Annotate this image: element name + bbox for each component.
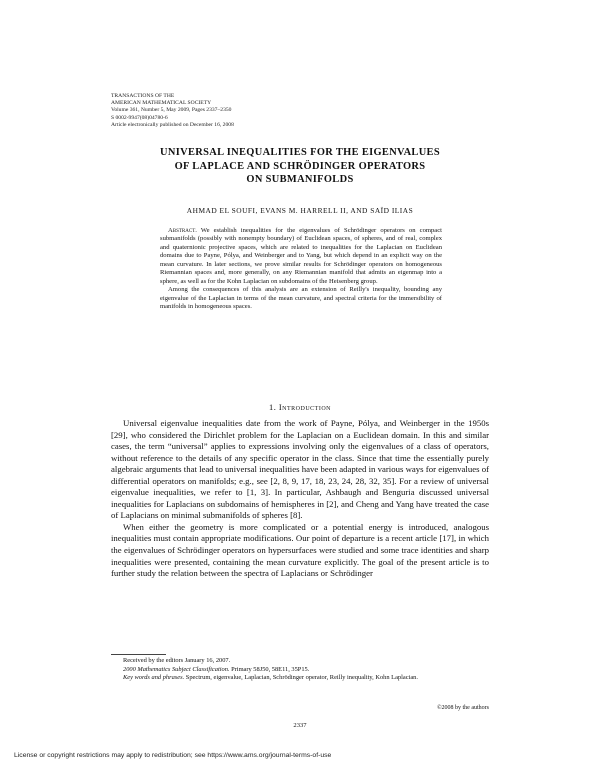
volume-info: Volume 361, Number 5, May 2009, Pages 2337–2350 bbox=[111, 107, 232, 114]
journal-name-line2: AMERICAN MATHEMATICAL SOCIETY bbox=[111, 100, 212, 107]
section-title: Introduction bbox=[278, 403, 331, 412]
received-date: Received by the editors January 16, 2007. bbox=[123, 657, 231, 664]
copyright-notice: ©2008 by the authors bbox=[436, 705, 489, 711]
abstract bbox=[160, 227, 442, 312]
issn: S 0002-9947(08)04780-6 bbox=[111, 114, 168, 121]
abstract-text-1: We establish inequalities for the eigenvalues of Schrödinger operators on compact submanifolds (possibly with nonempty boundary) of Euclidean spaces, of spheres, and of real, complex and quaternionic projective spaces, which are related to inequalities for the Laplacian on Euclidean domains due to Payne, Pólya, and Weinberger and to Yang, but which depend in an explicit way on the mean curvature. In later sections, we prove similar results for Schrödinger operators on homogeneous Riemannian spaces and, more generally, on any Riemannian manifold that admits an eigenmap into a sphere, as well as for the Kohn Laplacian on subdomains of the Heisenberg group. bbox=[160, 227, 442, 285]
paper-title bbox=[100, 146, 500, 187]
title-line1: UNIVERSAL INEQUALITIES FOR THE EIGENVALUES bbox=[160, 147, 440, 158]
abstract-paragraph-2: Among the consequences of this analysis are an extension of Reilly's inequality, bounding any eigenvalue of the Laplacian in terms of the mean curvature, and spectral criteria for the immersibility of manifolds in homogeneous spaces. bbox=[160, 286, 442, 311]
section-number: 1. bbox=[269, 403, 277, 412]
title-line2: OF LAPLACE AND SCHRÖDINGER OPERATORS bbox=[174, 160, 426, 172]
journal-header bbox=[111, 93, 411, 129]
license-notice: License or copyright restrictions may apply to redistribution; see https://www.ams.org/journal-terms-of-use bbox=[14, 752, 332, 759]
msc-classification bbox=[111, 666, 489, 675]
msc-label: 2000 Mathematics Subject Classification. bbox=[123, 665, 230, 673]
footnotes bbox=[111, 657, 489, 683]
keywords-label: Key words and phrases. bbox=[123, 674, 185, 682]
body-paragraph-2: When either the geometry is more complicated or a potential energy is introduced, analogous inequalities must contain appropriate modifications. Our point of departure is a recent article [17], in which the eigenvalues of Schrödinger operators on hypersurfaces were studied and some trace identities and sharp inequalities were presented, containing the mean curvature explicitly. The goal of the present article is to further study the relation between the spectra of Laplacians or Schrödinger bbox=[111, 521, 489, 579]
title-line3: ON SUBMANIFOLDS bbox=[246, 174, 354, 185]
section-heading bbox=[100, 403, 500, 412]
keywords bbox=[111, 674, 489, 683]
msc-value: Primary 58J50, 58E11, 35P15. bbox=[231, 665, 310, 673]
abstract-paragraph-1 bbox=[160, 227, 442, 286]
keywords-value: Spectrum, eigenvalue, Laplacian, Schrödinger operator, Reilly inequality, Kohn Laplacian. bbox=[185, 674, 418, 682]
body-paragraph-1: Universal eigenvalue inequalities date from the work of Payne, Pólya, and Weinberger in the 1950s [29], who considered the Dirichlet problem for the Laplacian on a Euclidean domain. In this and similar cases, the term “universal” applies to expressions involving only the eigenvalues of a class of operators, without reference to the details of any specific operator in the class. Since that time the essentially purely algebraic arguments that lead to universal inequalities have been adapted in various ways for eigenvalues of differential operators on manifolds; e.g., see [2, 8, 9, 17, 18, 23, 24, 28, 32, 35]. For a review of universal eigenvalue inequalities, we refer to [1, 3]. In particular, Ashbaugh and Benguria discussed universal inequalities for Laplacians on subdomains of hemispheres in [2], and Cheng and Yang have treated the case of Laplacians on minimal submanifolds of spheres [8]. bbox=[111, 418, 489, 521]
journal-name-line1: TRANSACTIONS OF THE bbox=[111, 93, 175, 99]
abstract-label: Abstract. bbox=[168, 227, 197, 234]
publication-date: Article electronically published on December 16, 2008 bbox=[111, 121, 234, 128]
footnote-divider bbox=[111, 654, 166, 655]
author-list: AHMAD EL SOUFI, EVANS M. HARRELL II, AND SAÏD ILIAS bbox=[186, 206, 414, 215]
page-number: 2337 bbox=[293, 722, 307, 729]
body-text bbox=[111, 418, 489, 580]
